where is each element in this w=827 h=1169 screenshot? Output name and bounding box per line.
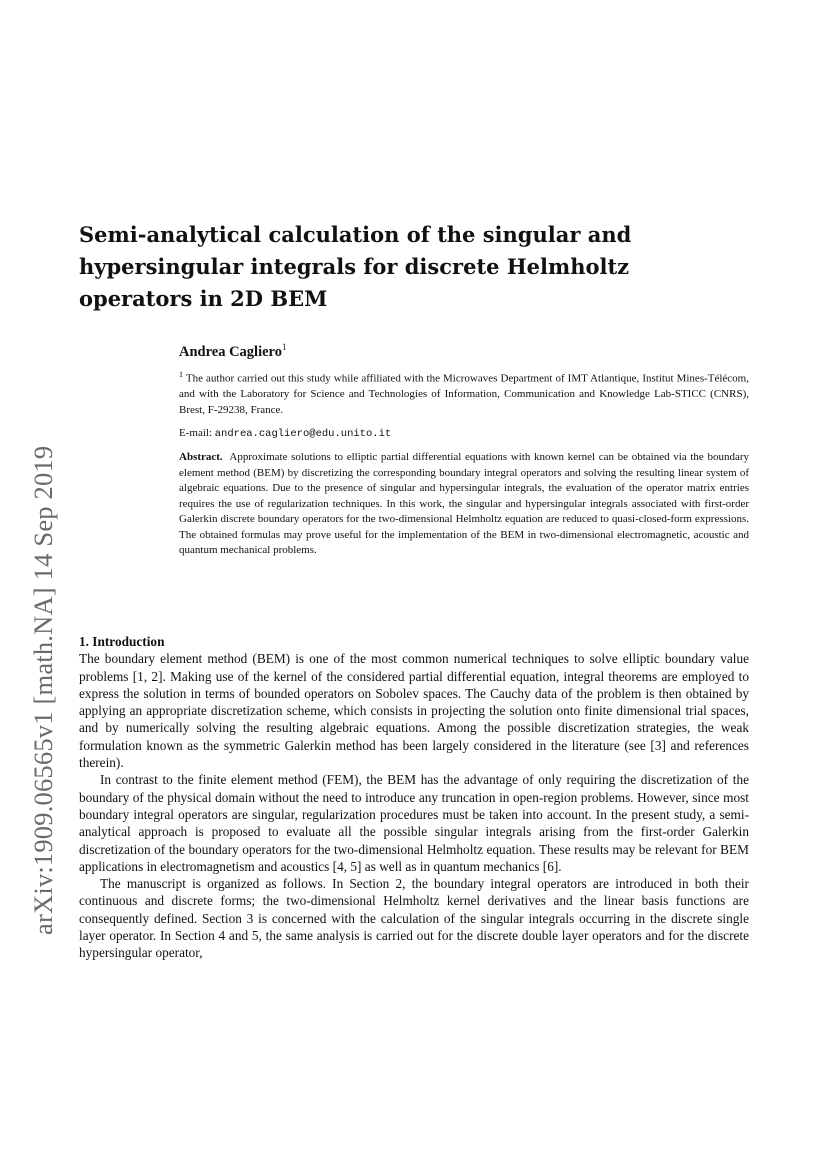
abstract-text: Approximate solutions to elliptic partial differential equations with known kernel can be obtained via the boundary element method (BEM) by discretizing the corresponding boundary integral operators and solving the resulting linear system of algebraic equations. Due to the presence of singular and hypersingular integrals, the evaluation of the operator matrix entries requires the use of regularization techniques. In this work, the singular and hypersingular integrals associated with first-order Galerkin discrete boundary operators for the two-dimensional Helmholtz equation are reduced to quasi-closed-form expressions. The obtained formulas may prove useful for the implementation of the BEM in two-dimensional electromagnetic, acoustic and quantum mechanical problems. xyxy=(179,451,749,556)
paragraph: In contrast to the finite element method (FEM), the BEM has the advantage of only requiring the discretization of the boundary of the physical domain without the need to introduce any truncation in open-region problems. However, since most boundary integral operators are singular, regularization procedures must be taken into account. In the present study, a semi-analytical approach is proposed to evaluate all the possible singular integrals arising from the first-order Galerkin discretization of the boundary operators for the two-dimensional Helmholtz equation. These results may be relevant for BEM applications in electromagnetism and acoustics [4, 5] as well as in quantum mechanics [6]. xyxy=(79,772,749,874)
author-block xyxy=(179,338,749,442)
affiliation-mark: 1 xyxy=(179,369,183,379)
author-name xyxy=(179,338,749,361)
arxiv-identifier: arXiv:1909.06565v1 [math.NA] 14 Sep 2019 xyxy=(28,445,58,935)
author-email xyxy=(179,425,749,442)
email-label: E-mail: xyxy=(179,427,212,440)
abstract xyxy=(179,450,749,559)
paper-title: Semi-analytical calculation of the singular and hypersingular integrals for discrete Helmholtz operators in 2D BEM xyxy=(79,222,632,311)
author-affiliation xyxy=(179,367,749,419)
paragraph: The boundary element method (BEM) is one of the most common numerical techniques to solve elliptic boundary value problems [1, 2]. Making use of the kernel of the considered partial differential equation, integral theorems are employed to express the solution in terms of bounded operators on Sobolev spaces. The Cauchy data of the problem is then obtained by applying an appropriate discretization scheme, which consists in projecting the solution onto finite dimensional trial spaces, and by numerically solving the resulting algebraic equations. Among the possible discretization strategies, the weak formulation known as the symmetric Galerkin method has been largely considered in the literature (see [3] and references therein). xyxy=(79,651,749,771)
affiliation-text: The author carried out this study while affiliated with the Microwaves Department of IMT Atlantique, Institut Mines-Télécom, and with the Laboratory for Science and Technologies of Information, Communication and Knowledge Lab-STICC (CNRS), Brest, F-29238, France. xyxy=(179,372,749,417)
introduction-section xyxy=(79,633,749,962)
email-address[interactable]: andrea.cagliero@edu.unito.it xyxy=(214,428,392,441)
section-heading: 1. Introduction xyxy=(79,634,165,649)
author-name-text: Andrea Cagliero xyxy=(179,343,282,360)
abstract-label: Abstract. xyxy=(179,451,223,463)
paragraph: The manuscript is organized as follows. In Section 2, the boundary integral operators are introduced in both their continuous and discrete forms; the two-dimensional Helmholtz kernel derivatives and the linear basis functions are consequently defined. Section 3 is concerned with the calculation of the singular integrals occurring in the discrete single layer operator. In Section 4 and 5, the same analysis is carried out for the discrete double layer operators and for the discrete hypersingular operator, xyxy=(79,876,749,961)
author-mark: 1 xyxy=(281,342,287,352)
